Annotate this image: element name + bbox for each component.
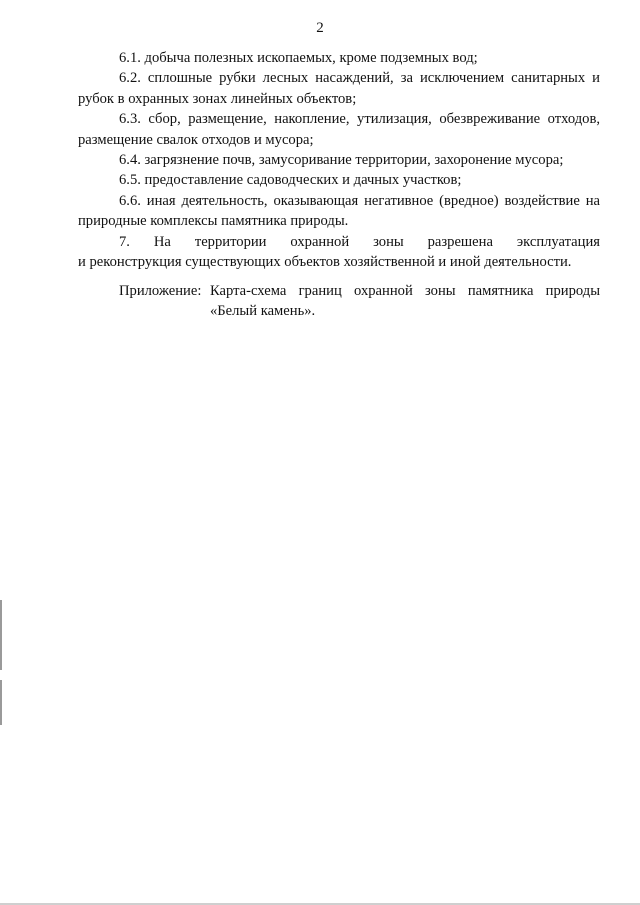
appendix-title-line-2: «Белый камень». — [210, 303, 316, 320]
list-item-6-4: 6.4. загрязнение почв, замусоривание территории, захоронение мусора; — [119, 152, 564, 169]
list-item-6-6: 6.6. иная деятельность, оказывающая негативное (вредное) воздействие на природные комплексы памятника природы. — [78, 192, 600, 230]
list-item-6-5: 6.5. предоставление садоводческих и дачных участков; — [119, 172, 462, 189]
appendix-label: Приложение: — [119, 283, 202, 299]
appendix-block — [119, 281, 600, 322]
list-item-6-2: 6.2. сплошные рубки лесных насаждений, за исключением санитарных и рубок в охранных зонах линейных объектов; — [78, 70, 600, 107]
document-body — [78, 48, 600, 272]
list-item-6-1: 6.1. добыча полезных ископаемых, кроме подземных вод; — [119, 50, 478, 66]
appendix-content — [207, 281, 600, 322]
item-7-line-1: 7. На территории охранной зоны разрешена эксплуатация — [119, 233, 600, 250]
scan-margin-mark — [0, 600, 2, 670]
list-item-6-3: 6.3. сбор, размещение, накопление, утилизация, обезвреживание отходов, размещение свалок отходов и мусора; — [78, 111, 600, 148]
item-7-line-2: и реконструкция существующих объектов хозяйственной и иной деятельности. — [78, 254, 572, 271]
page-number: 2 — [316, 20, 324, 36]
scan-margin-mark — [0, 680, 2, 725]
appendix-title-line-1: Карта-схема границ охранной зоны памятника природы — [210, 283, 600, 299]
